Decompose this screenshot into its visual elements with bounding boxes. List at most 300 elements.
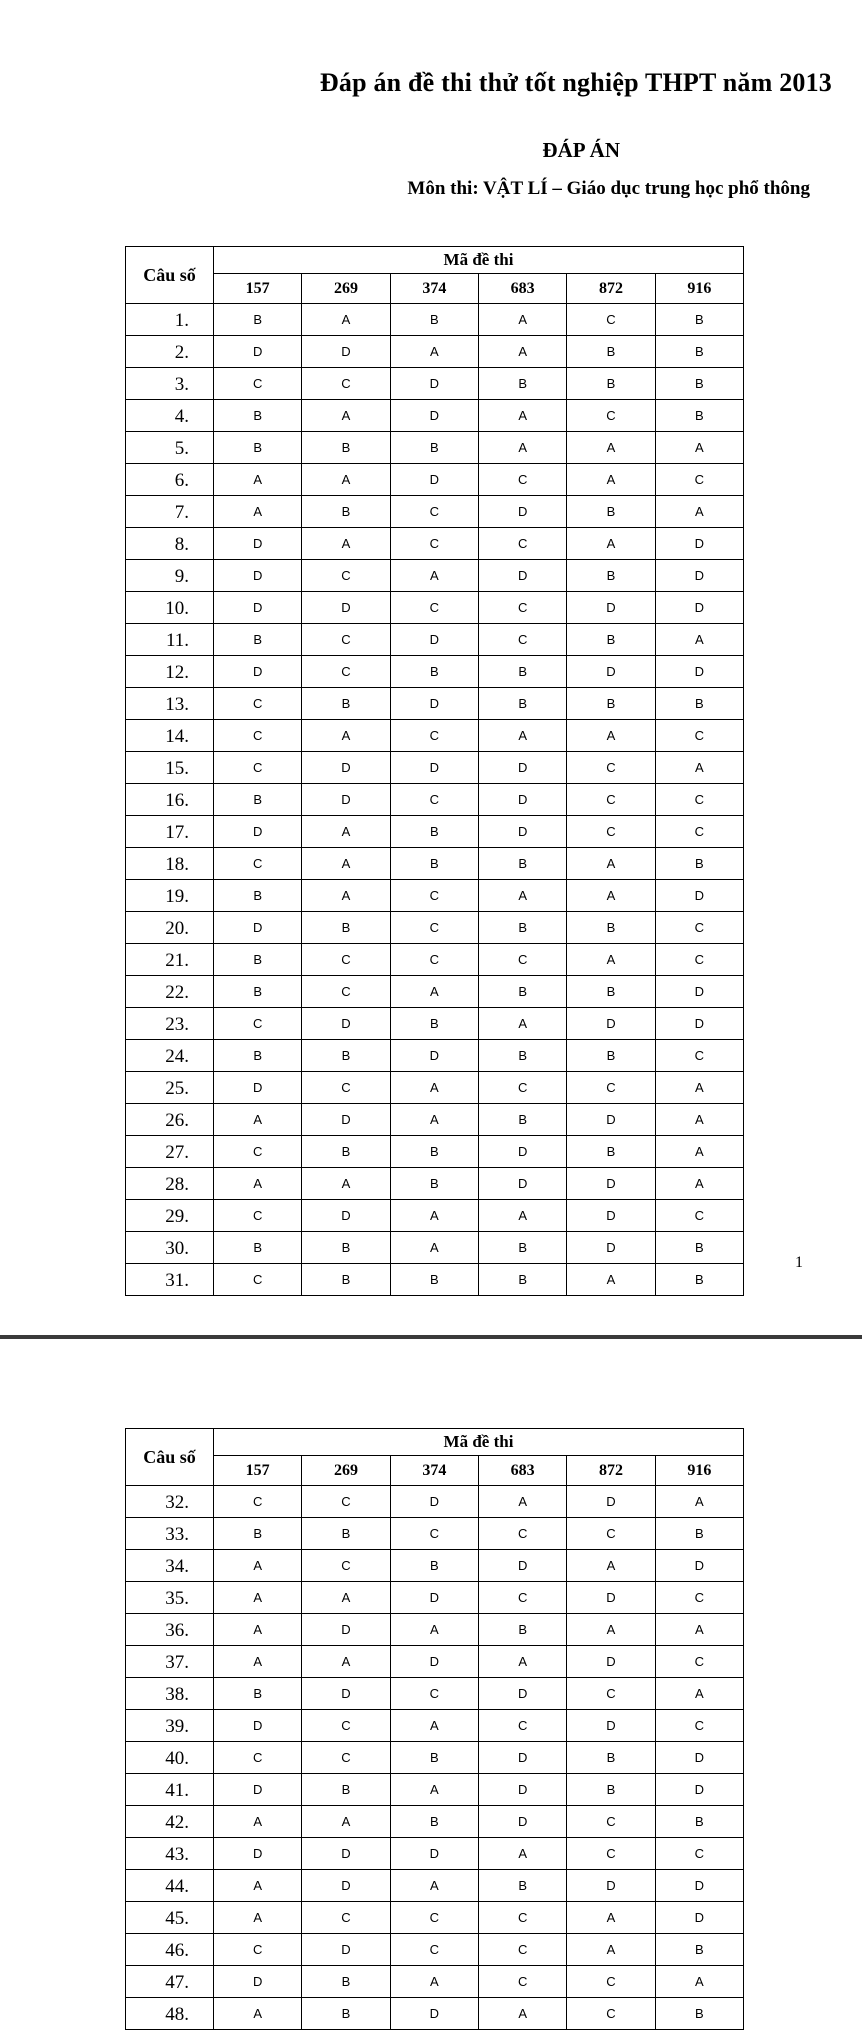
- answer-cell: C: [478, 624, 566, 656]
- answer-cell: D: [302, 1934, 390, 1966]
- answer-cell: D: [302, 1838, 390, 1870]
- answer-cell: D: [214, 1838, 302, 1870]
- answer-cell: D: [478, 1806, 566, 1838]
- answer-cell: C: [390, 720, 478, 752]
- answer-cell: A: [655, 432, 743, 464]
- answer-cell: A: [655, 1104, 743, 1136]
- answer-cell: C: [567, 1998, 655, 2030]
- answer-cell: A: [567, 1934, 655, 1966]
- answer-cell: C: [655, 1646, 743, 1678]
- answer-row: [126, 528, 744, 560]
- question-number: 18.: [126, 848, 214, 880]
- answer-cell: D: [302, 336, 390, 368]
- answer-row: [126, 592, 744, 624]
- answer-cell: C: [214, 1008, 302, 1040]
- answer-cell: B: [214, 880, 302, 912]
- answer-cell: D: [214, 528, 302, 560]
- answer-cell: A: [567, 464, 655, 496]
- answer-cell: A: [214, 1614, 302, 1646]
- answer-cell: C: [655, 1838, 743, 1870]
- answer-cell: C: [567, 1518, 655, 1550]
- answer-cell: A: [478, 1200, 566, 1232]
- answer-cell: A: [478, 1998, 566, 2030]
- answer-cell: C: [214, 720, 302, 752]
- answer-cell: C: [567, 400, 655, 432]
- answer-cell: C: [214, 368, 302, 400]
- question-number: 8.: [126, 528, 214, 560]
- answer-cell: C: [302, 656, 390, 688]
- answer-cell: B: [214, 1040, 302, 1072]
- question-number: 40.: [126, 1742, 214, 1774]
- answer-cell: B: [655, 368, 743, 400]
- answer-cell: B: [478, 1040, 566, 1072]
- answer-cell: B: [655, 1518, 743, 1550]
- answer-cell: D: [390, 368, 478, 400]
- answer-cell: B: [655, 1934, 743, 1966]
- answer-cell: D: [214, 1710, 302, 1742]
- answer-cell: A: [567, 848, 655, 880]
- answer-row: [126, 848, 744, 880]
- answer-cell: B: [478, 368, 566, 400]
- answer-cell: D: [390, 1040, 478, 1072]
- answer-row: [126, 560, 744, 592]
- answer-cell: C: [390, 528, 478, 560]
- question-number-header: Câu số: [126, 247, 214, 304]
- answer-cell: B: [390, 1264, 478, 1296]
- answer-row: [126, 816, 744, 848]
- answer-cell: B: [390, 1550, 478, 1582]
- answer-cell: A: [390, 336, 478, 368]
- answer-row: [126, 1550, 744, 1582]
- answer-cell: C: [390, 944, 478, 976]
- answer-cell: D: [214, 912, 302, 944]
- answer-cell: C: [390, 1902, 478, 1934]
- answer-cell: C: [478, 592, 566, 624]
- answer-cell: B: [390, 816, 478, 848]
- answer-cell: C: [214, 688, 302, 720]
- question-number: 33.: [126, 1518, 214, 1550]
- answer-cell: C: [567, 1838, 655, 1870]
- answer-cell: A: [214, 1104, 302, 1136]
- question-number: 2.: [126, 336, 214, 368]
- answer-row: [126, 720, 744, 752]
- answer-cell: A: [302, 464, 390, 496]
- answer-cell: B: [567, 1136, 655, 1168]
- question-number: 28.: [126, 1168, 214, 1200]
- question-number: 7.: [126, 496, 214, 528]
- answer-cell: D: [567, 656, 655, 688]
- question-number: 47.: [126, 1966, 214, 1998]
- answer-cell: D: [567, 1008, 655, 1040]
- answer-cell: B: [390, 432, 478, 464]
- answer-cell: A: [214, 464, 302, 496]
- answer-row: [126, 1742, 744, 1774]
- answer-row: [126, 400, 744, 432]
- question-number: 45.: [126, 1902, 214, 1934]
- answer-cell: B: [478, 656, 566, 688]
- answer-cell: A: [214, 1168, 302, 1200]
- answer-cell: B: [390, 1806, 478, 1838]
- answer-cell: D: [390, 752, 478, 784]
- answer-cell: A: [567, 432, 655, 464]
- answer-cell: D: [478, 1742, 566, 1774]
- answer-cell: A: [390, 1870, 478, 1902]
- answer-cell: A: [302, 720, 390, 752]
- answer-cell: A: [478, 1838, 566, 1870]
- answer-cell: C: [567, 1678, 655, 1710]
- answer-cell: C: [390, 912, 478, 944]
- answer-cell: A: [214, 1902, 302, 1934]
- answer-cell: A: [478, 304, 566, 336]
- answer-row: [126, 944, 744, 976]
- answer-cell: B: [478, 1232, 566, 1264]
- answer-cell: B: [390, 1742, 478, 1774]
- answer-cell: A: [214, 1806, 302, 1838]
- answer-cell: B: [390, 656, 478, 688]
- answer-row: [126, 1678, 744, 1710]
- answer-cell: B: [478, 688, 566, 720]
- question-number: 42.: [126, 1806, 214, 1838]
- answer-row: [126, 1232, 744, 1264]
- answer-cell: A: [478, 880, 566, 912]
- answer-cell: A: [214, 1550, 302, 1582]
- answer-cell: D: [655, 1870, 743, 1902]
- answer-cell: C: [655, 912, 743, 944]
- question-number: 30.: [126, 1232, 214, 1264]
- answer-row: [126, 1838, 744, 1870]
- answer-cell: D: [655, 592, 743, 624]
- answer-row: [126, 624, 744, 656]
- question-number: 44.: [126, 1870, 214, 1902]
- answer-row: [126, 688, 744, 720]
- answer-cell: B: [655, 848, 743, 880]
- answer-cell: B: [214, 944, 302, 976]
- answer-cell: C: [478, 1966, 566, 1998]
- answer-row: [126, 1998, 744, 2030]
- answer-cell: B: [214, 400, 302, 432]
- answer-cell: D: [390, 464, 478, 496]
- answer-cell: C: [478, 1518, 566, 1550]
- question-number: 17.: [126, 816, 214, 848]
- answer-cell: B: [655, 400, 743, 432]
- answer-cell: B: [567, 624, 655, 656]
- answer-cell: B: [302, 688, 390, 720]
- answer-cell: B: [302, 1136, 390, 1168]
- answer-cell: D: [655, 1550, 743, 1582]
- answer-cell: B: [214, 976, 302, 1008]
- question-number: 19.: [126, 880, 214, 912]
- document-title: Đáp án đề thi thử tốt nghiệp THPT năm 2013: [319, 68, 832, 97]
- answer-row: [126, 656, 744, 688]
- answer-cell: D: [655, 560, 743, 592]
- exam-code: 872: [567, 1456, 655, 1486]
- answer-cell: A: [302, 816, 390, 848]
- answer-cell: B: [655, 336, 743, 368]
- exam-code: 374: [390, 274, 478, 304]
- answer-cell: D: [655, 1774, 743, 1806]
- question-number: 16.: [126, 784, 214, 816]
- exam-code: 157: [214, 1456, 302, 1486]
- question-number: 35.: [126, 1582, 214, 1614]
- answer-cell: C: [390, 496, 478, 528]
- answer-cell: D: [302, 592, 390, 624]
- answer-cell: D: [302, 1008, 390, 1040]
- answer-row: [126, 1966, 744, 1998]
- answer-cell: B: [567, 368, 655, 400]
- answer-cell: C: [302, 1742, 390, 1774]
- answer-cell: C: [214, 1200, 302, 1232]
- answer-cell: D: [567, 1168, 655, 1200]
- answer-cell: B: [302, 432, 390, 464]
- answer-row: [126, 1870, 744, 1902]
- answer-row: [126, 432, 744, 464]
- answer-cell: C: [655, 464, 743, 496]
- answer-cell: B: [214, 1678, 302, 1710]
- question-number: 15.: [126, 752, 214, 784]
- answer-cell: C: [655, 816, 743, 848]
- answer-cell: D: [214, 560, 302, 592]
- answer-cell: B: [302, 1998, 390, 2030]
- exam-code: 374: [390, 1456, 478, 1486]
- answer-cell: A: [478, 720, 566, 752]
- answer-cell: C: [478, 464, 566, 496]
- question-number: 32.: [126, 1486, 214, 1518]
- answer-row: [126, 784, 744, 816]
- answer-cell: D: [390, 1486, 478, 1518]
- question-number: 24.: [126, 1040, 214, 1072]
- page-divider: [0, 1335, 862, 1339]
- answer-cell: C: [567, 752, 655, 784]
- question-number: 23.: [126, 1008, 214, 1040]
- answer-cell: C: [390, 1934, 478, 1966]
- answer-cell: B: [214, 304, 302, 336]
- answer-cell: A: [478, 400, 566, 432]
- answer-cell: D: [655, 1902, 743, 1934]
- answer-cell: B: [214, 1518, 302, 1550]
- question-number: 9.: [126, 560, 214, 592]
- answer-cell: D: [655, 880, 743, 912]
- answer-cell: D: [302, 1200, 390, 1232]
- subject-line: Môn thi: VẬT LÍ – Giáo dục trung học phổ thông: [407, 178, 810, 199]
- answer-cell: A: [390, 976, 478, 1008]
- answer-cell: B: [390, 1168, 478, 1200]
- answer-cell: D: [567, 1486, 655, 1518]
- answer-cell: A: [567, 1902, 655, 1934]
- question-number: 37.: [126, 1646, 214, 1678]
- answer-cell: A: [214, 496, 302, 528]
- answer-cell: D: [302, 1104, 390, 1136]
- answer-table-page-1: [125, 246, 744, 1296]
- answer-row: [126, 752, 744, 784]
- answer-row: [126, 912, 744, 944]
- page-number: 1: [795, 1254, 803, 1271]
- answer-cell: A: [655, 1678, 743, 1710]
- answer-cell: A: [302, 1582, 390, 1614]
- answer-cell: A: [302, 848, 390, 880]
- answer-cell: B: [567, 688, 655, 720]
- question-number: 1.: [126, 304, 214, 336]
- answer-cell: D: [390, 624, 478, 656]
- question-number: 3.: [126, 368, 214, 400]
- answer-cell: D: [567, 1646, 655, 1678]
- question-number: 13.: [126, 688, 214, 720]
- answer-cell: A: [390, 1104, 478, 1136]
- answer-cell: A: [390, 1232, 478, 1264]
- answer-row: [126, 1136, 744, 1168]
- answer-cell: C: [302, 976, 390, 1008]
- answer-cell: C: [655, 1582, 743, 1614]
- answer-cell: A: [302, 304, 390, 336]
- answer-cell: C: [302, 624, 390, 656]
- answer-cell: B: [567, 912, 655, 944]
- answer-row: [126, 976, 744, 1008]
- answer-cell: C: [390, 592, 478, 624]
- answer-cell: A: [655, 1136, 743, 1168]
- answer-cell: B: [302, 1774, 390, 1806]
- answer-cell: B: [567, 1742, 655, 1774]
- answer-cell: C: [478, 528, 566, 560]
- exam-code-header: Mã đề thi: [214, 247, 744, 274]
- answer-cell: C: [567, 816, 655, 848]
- answer-cell: D: [390, 1646, 478, 1678]
- exam-code-header: Mã đề thi: [214, 1429, 744, 1456]
- answer-cell: B: [390, 1008, 478, 1040]
- answer-cell: B: [655, 1264, 743, 1296]
- answer-cell: D: [567, 1104, 655, 1136]
- answer-cell: C: [655, 1710, 743, 1742]
- answer-row: [126, 368, 744, 400]
- answer-cell: A: [655, 1486, 743, 1518]
- question-number-header: Câu số: [126, 1429, 214, 1486]
- answer-cell: A: [390, 1072, 478, 1104]
- answer-cell: C: [302, 1902, 390, 1934]
- question-number: 14.: [126, 720, 214, 752]
- answer-cell: D: [390, 400, 478, 432]
- document-subtitle: ĐÁP ÁN: [542, 138, 620, 162]
- answer-cell: D: [214, 1774, 302, 1806]
- answer-row: [126, 304, 744, 336]
- answer-row: [126, 336, 744, 368]
- answer-rows: [126, 1486, 744, 2030]
- answer-cell: C: [655, 720, 743, 752]
- answer-cell: C: [214, 1934, 302, 1966]
- question-number: 27.: [126, 1136, 214, 1168]
- answer-cell: A: [478, 336, 566, 368]
- answer-cell: C: [478, 1710, 566, 1742]
- answer-cell: B: [390, 848, 478, 880]
- answer-cell: B: [655, 304, 743, 336]
- answer-cell: A: [302, 528, 390, 560]
- answer-cell: B: [214, 1232, 302, 1264]
- answer-cell: D: [478, 1136, 566, 1168]
- answer-cell: C: [478, 1902, 566, 1934]
- answer-cell: C: [567, 304, 655, 336]
- answer-cell: B: [478, 1614, 566, 1646]
- answer-cell: B: [302, 1232, 390, 1264]
- answer-cell: B: [302, 1966, 390, 1998]
- answer-row: [126, 1264, 744, 1296]
- answer-cell: D: [478, 784, 566, 816]
- answer-row: [126, 496, 744, 528]
- answer-cell: B: [567, 336, 655, 368]
- answer-cell: A: [655, 1614, 743, 1646]
- question-number: 36.: [126, 1614, 214, 1646]
- question-number: 46.: [126, 1934, 214, 1966]
- question-number: 43.: [126, 1838, 214, 1870]
- answer-row: [126, 1486, 744, 1518]
- question-number: 22.: [126, 976, 214, 1008]
- answer-cell: A: [302, 1646, 390, 1678]
- answer-cell: D: [214, 592, 302, 624]
- answer-cell: D: [478, 1678, 566, 1710]
- answer-cell: B: [478, 1870, 566, 1902]
- answer-cell: C: [214, 1264, 302, 1296]
- answer-row: [126, 1040, 744, 1072]
- answer-cell: C: [390, 880, 478, 912]
- answer-cell: C: [655, 1040, 743, 1072]
- question-number: 38.: [126, 1678, 214, 1710]
- answer-cell: A: [567, 1264, 655, 1296]
- answer-cell: D: [214, 816, 302, 848]
- exam-code: 916: [655, 1456, 743, 1486]
- answer-row: [126, 1806, 744, 1838]
- answer-cell: C: [567, 1966, 655, 1998]
- answer-cell: C: [390, 1678, 478, 1710]
- question-number: 12.: [126, 656, 214, 688]
- answer-cell: C: [302, 560, 390, 592]
- answer-cell: B: [214, 624, 302, 656]
- answer-cell: C: [390, 1518, 478, 1550]
- answer-cell: A: [390, 1710, 478, 1742]
- answer-row: [126, 1200, 744, 1232]
- answer-cell: A: [302, 1168, 390, 1200]
- answer-cell: D: [567, 592, 655, 624]
- answer-cell: A: [390, 1966, 478, 1998]
- answer-cell: B: [214, 784, 302, 816]
- answer-cell: A: [567, 1550, 655, 1582]
- answer-cell: D: [478, 496, 566, 528]
- answer-cell: A: [655, 496, 743, 528]
- answer-row: [126, 1934, 744, 1966]
- answer-cell: B: [302, 912, 390, 944]
- answer-cell: A: [655, 624, 743, 656]
- answer-row: [126, 1774, 744, 1806]
- exam-code: 269: [302, 1456, 390, 1486]
- answer-cell: A: [478, 1008, 566, 1040]
- answer-cell: A: [214, 1870, 302, 1902]
- answer-cell: C: [302, 1072, 390, 1104]
- exam-code: 872: [567, 274, 655, 304]
- answer-cell: A: [567, 1614, 655, 1646]
- answer-cell: D: [478, 1168, 566, 1200]
- answer-cell: B: [478, 1104, 566, 1136]
- answer-cell: A: [214, 1582, 302, 1614]
- answer-cell: D: [567, 1232, 655, 1264]
- answer-row: [126, 1710, 744, 1742]
- answer-cell: D: [655, 656, 743, 688]
- answer-row: [126, 1582, 744, 1614]
- answer-cell: A: [567, 528, 655, 560]
- answer-row: [126, 1902, 744, 1934]
- question-number: 41.: [126, 1774, 214, 1806]
- answer-table-page-2: [125, 1428, 744, 2030]
- answer-cell: B: [655, 688, 743, 720]
- answer-cell: C: [214, 1742, 302, 1774]
- answer-cell: D: [655, 976, 743, 1008]
- answer-cell: C: [567, 1806, 655, 1838]
- question-number: 10.: [126, 592, 214, 624]
- answer-cell: B: [478, 976, 566, 1008]
